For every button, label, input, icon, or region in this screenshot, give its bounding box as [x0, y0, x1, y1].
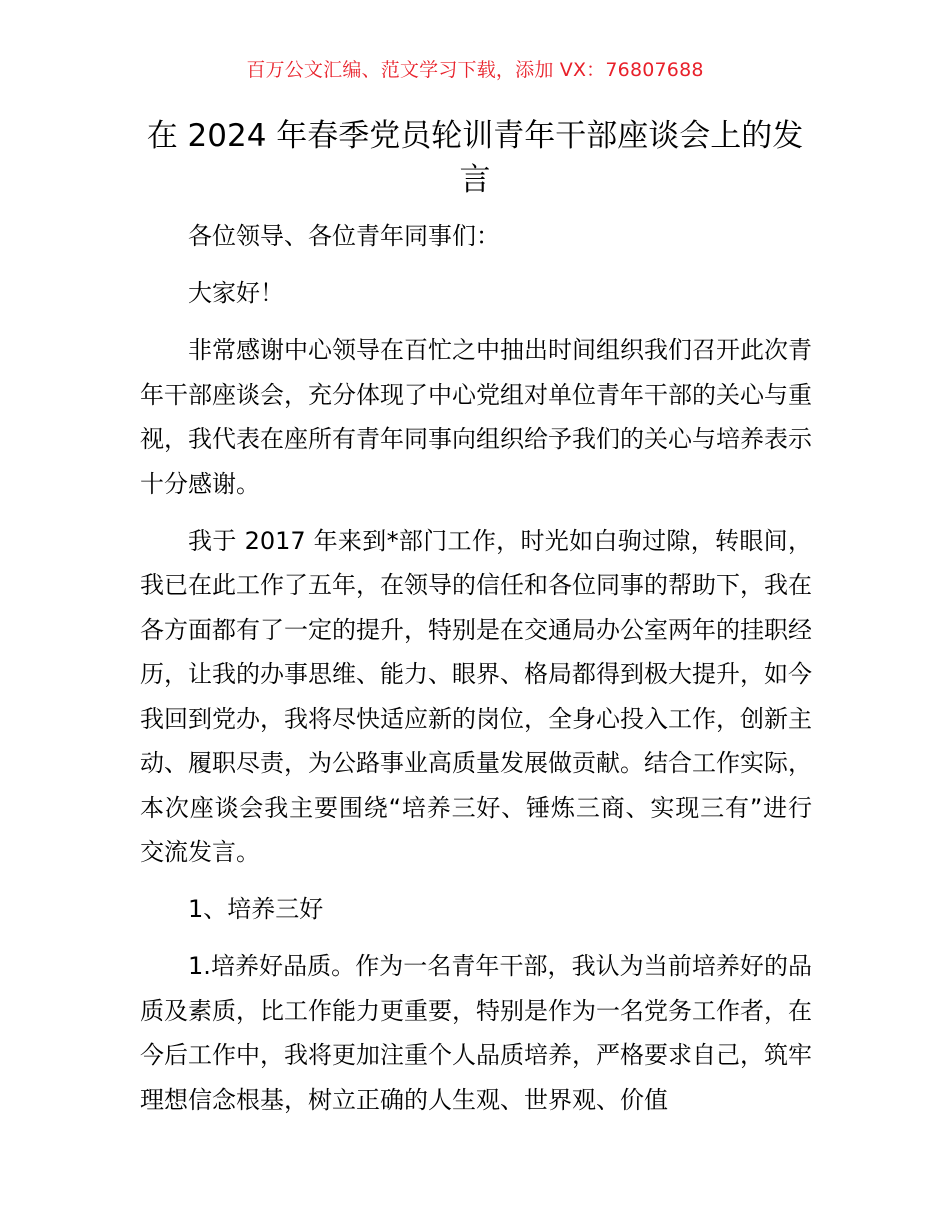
greeting: 大家好！	[188, 279, 284, 307]
salutation: 各位领导、各位青年同事们：	[188, 222, 500, 250]
paragraph: 1.培养好品质。作为一名青年干部，我认为当前培养好的品质及素质，比工作能力更重要，特别是作为一名党务工作者，在今后工作中，我将更加注重个人品质培养，严格要求自己，筑牢理想信念根基，树立正确的人生观、世界观、价值	[140, 952, 812, 1114]
paragraph: 我于 2017 年来到*部门工作，时光如白驹过隙，转眼间，我已在此工作了五年，在领导的信任和各位同事的帮助下，我在各方面都有了一定的提升，特别是在交通局办公室两年的挂职经历，让我的办事思维、能力、眼界、格局都得到极大提升，如今我回到党办，我将尽快适应新的岗位，全身心投入工作，创新主动、履职尽责，为公路事业高质量发展做贡献。结合工作实际，本次座谈会我主要围绕“培养三好、锤炼三商、实现三有”进行交流发言。	[140, 526, 812, 866]
paragraph: 非常感谢中心领导在百忙之中抽出时间组织我们召开此次青年干部座谈会，充分体现了中心党组对单位青年干部的关心与重视，我代表在座所有青年同事向组织给予我们的关心与培养表示十分感谢。	[140, 336, 812, 498]
document-body	[140, 214, 812, 1135]
section-heading: 1、培养三好	[188, 895, 324, 923]
document-title: 在 2024 年春季党员轮训青年干部座谈会上的发言	[146, 118, 804, 198]
watermark-header: 百万公文汇编、范文学习下载，添加 VX：76807688	[246, 59, 704, 81]
